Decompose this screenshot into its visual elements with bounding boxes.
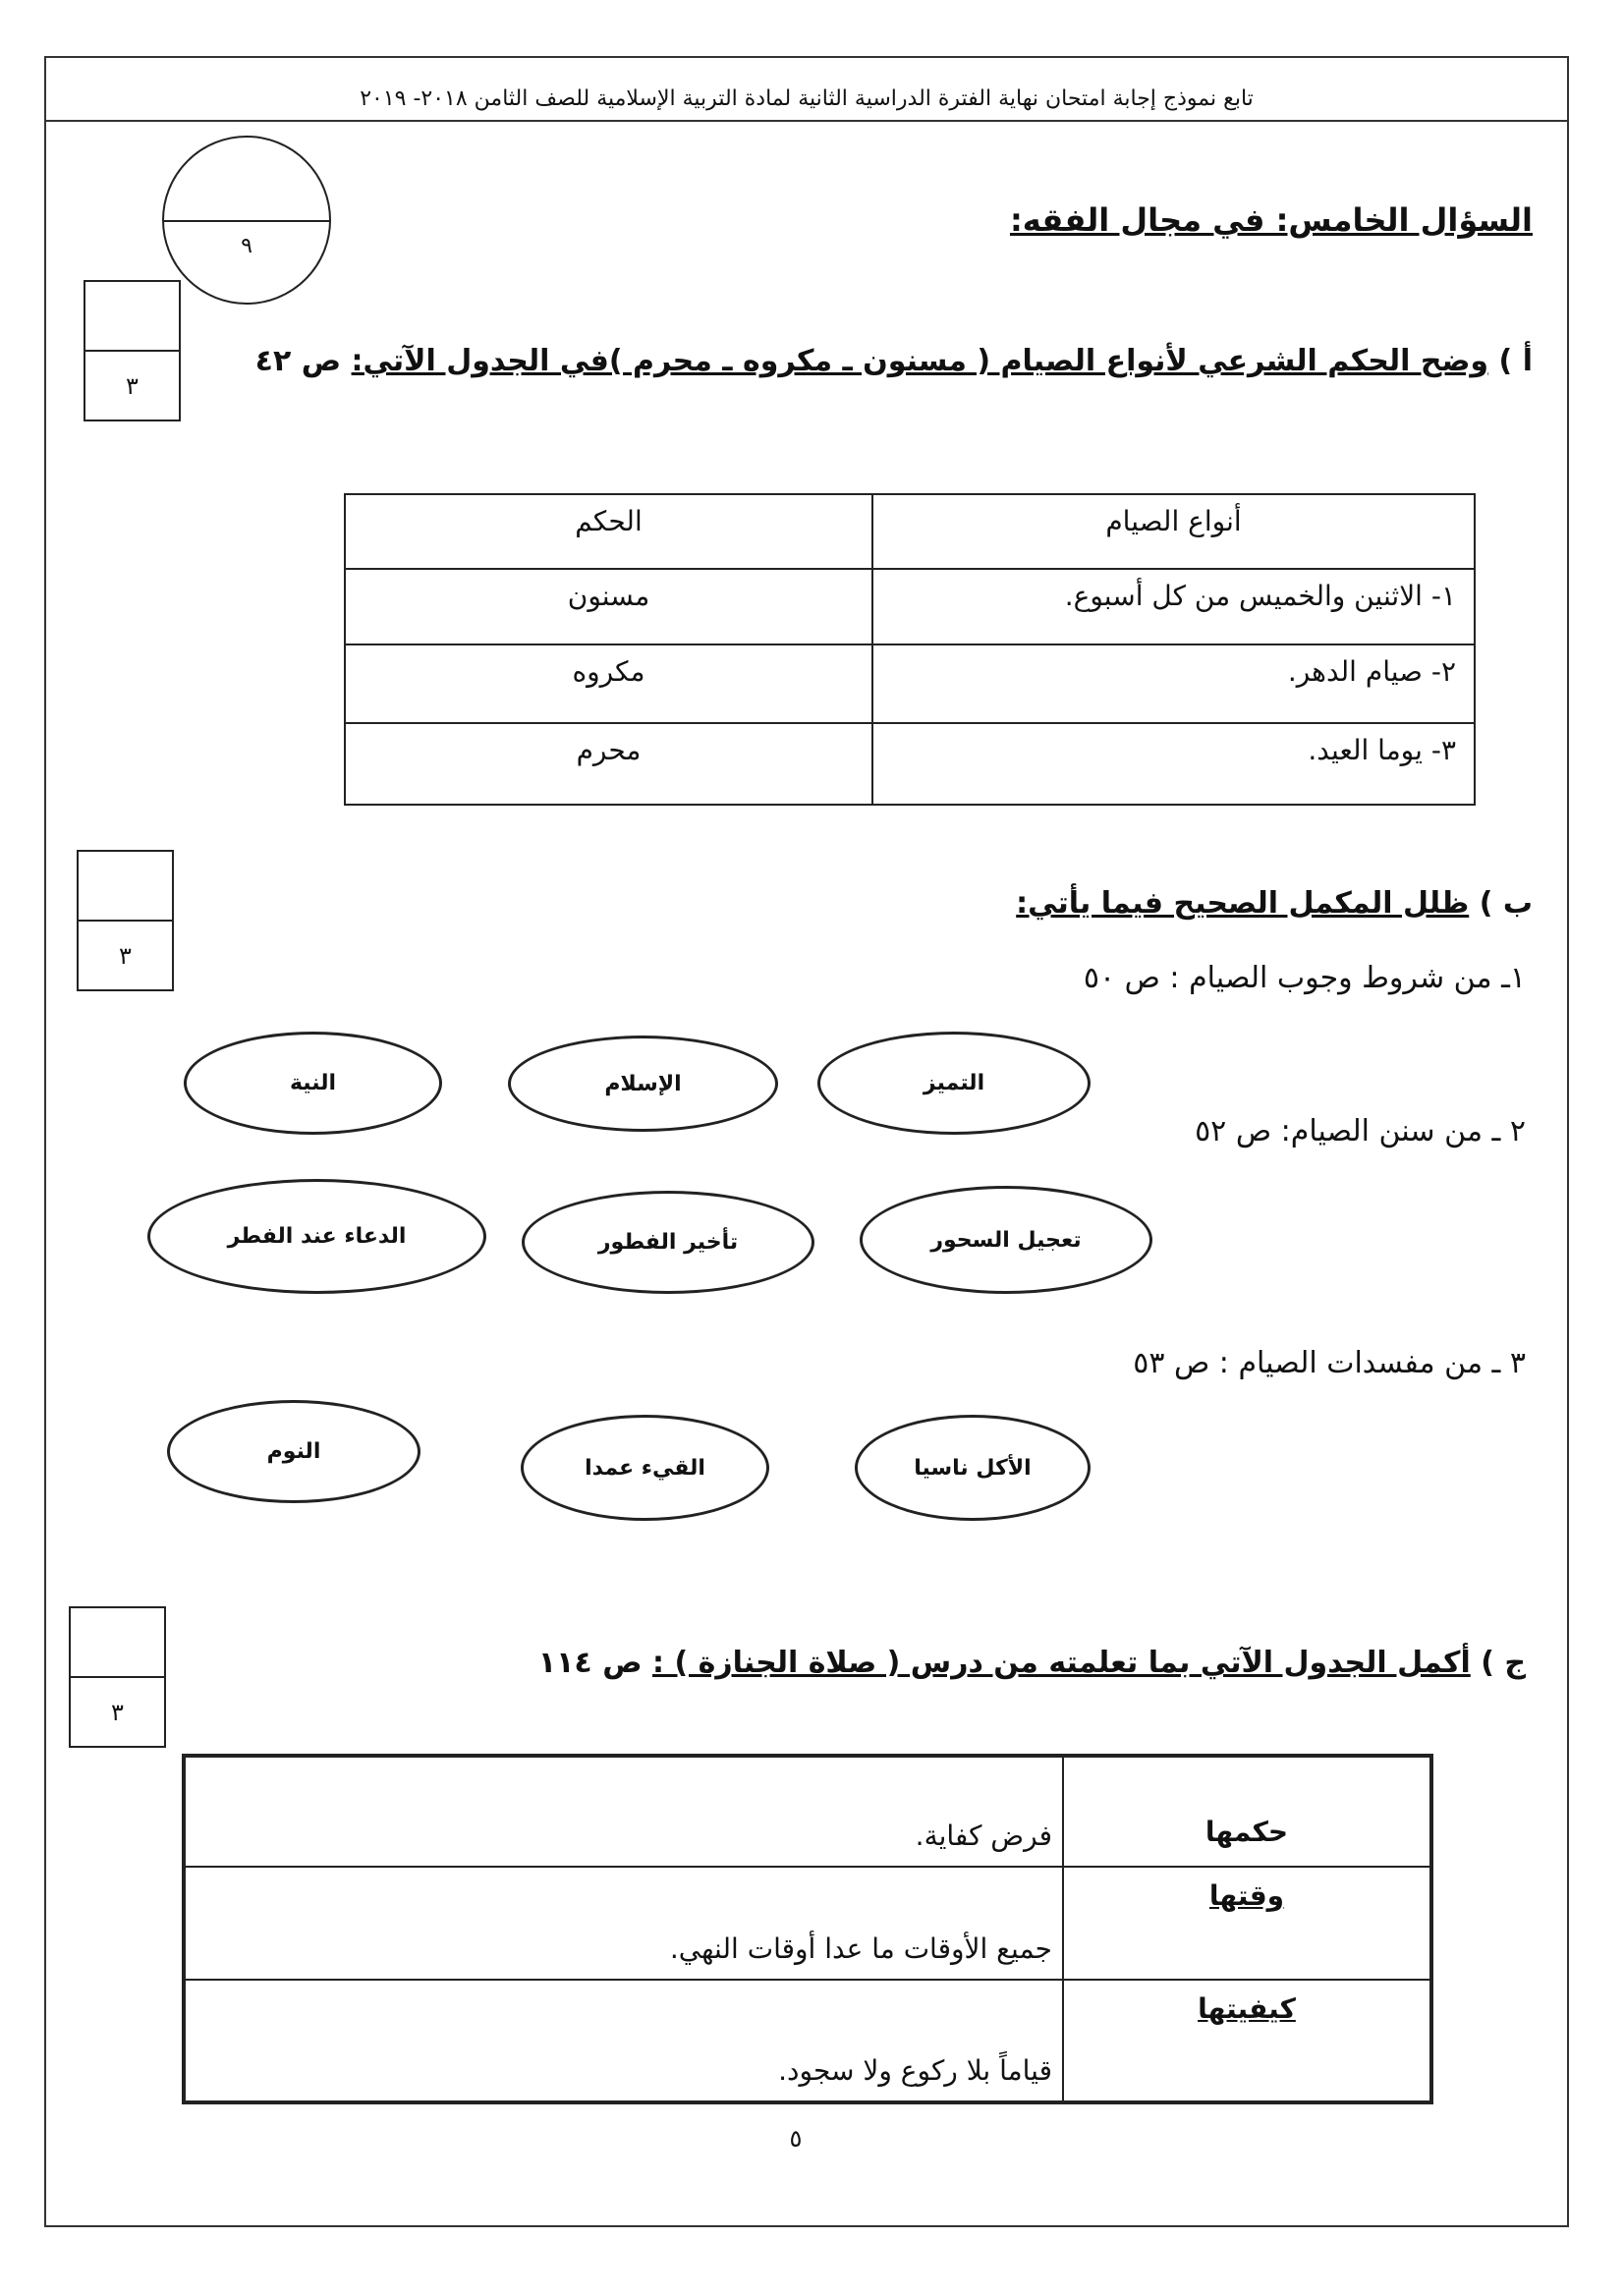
table-row [345, 644, 1475, 723]
row-value: جميع الأوقات ما عدا أوقات النهي. [184, 1867, 1063, 1980]
part-c-score-box [69, 1606, 166, 1748]
header-title: تابع نموذج إجابة امتحان نهاية الفترة الدراسية الثانية لمادة التربية الإسلامية للصف الثامن ٢٠١٨- ٢٠١٩ [360, 86, 1254, 111]
score-box-blank [85, 282, 179, 352]
table-header-cell: الحكم [345, 494, 872, 569]
option-oval: النية [184, 1032, 442, 1135]
part-a-score-box [84, 280, 181, 421]
circle-divider [164, 220, 329, 222]
fasting-rulings-table [344, 493, 1476, 806]
row-label: حكمها [1063, 1756, 1431, 1867]
option-oval: تأخير الفطور [522, 1191, 814, 1294]
part-c-label: ج ) [1481, 1646, 1526, 1680]
part-a-page-ref: ص ٤٢ [254, 344, 342, 378]
total-score: ٩ [241, 234, 252, 258]
table-cell: ٣- يوما العيد. [872, 723, 1475, 805]
part-c-page-ref: ص ١١٤ [537, 1646, 643, 1680]
table-row [345, 723, 1475, 805]
table-header-row [345, 494, 1475, 569]
part-b-score: ٣ [119, 941, 132, 970]
table-row [184, 1980, 1431, 2102]
funeral-prayer-table [182, 1754, 1433, 2104]
row-label: كيفيتها [1063, 1980, 1431, 2102]
table-cell: مسنون [345, 569, 872, 644]
table-cell: ٢- صيام الدهر. [872, 644, 1475, 723]
part-c-prompt: أكمل الجدول الآتي بما تعلمته من درس ( صلاة الجنازة ) : [652, 1646, 1471, 1680]
part-a-label: أ ) [1498, 344, 1533, 378]
table-cell: ١- الاثنين والخميس من كل أسبوع. [872, 569, 1475, 644]
option-oval: القيء عمدا [521, 1415, 769, 1521]
part-b-prompt: ظلل المكمل الصحيح فيما يأتي: [1016, 886, 1470, 921]
part-b-heading [1016, 886, 1533, 921]
option-oval: الإسلام [508, 1036, 778, 1132]
option-oval: التميز [817, 1032, 1091, 1135]
table-row [345, 569, 1475, 644]
part-b-label: ب ) [1479, 886, 1533, 921]
part-b-item-3: ٣ ـ من مفسدات الصيام : ص ٥٣ [1133, 1346, 1526, 1380]
part-c-heading [538, 1646, 1526, 1680]
table-row [184, 1867, 1431, 1980]
row-value: قياماً بلا ركوع ولا سجود. [184, 1980, 1063, 2102]
header-divider [44, 120, 1569, 122]
row-label: وقتها [1063, 1867, 1431, 1980]
part-b-score-box [77, 850, 174, 991]
part-a-score: ٣ [126, 371, 139, 400]
score-box-blank [79, 852, 172, 922]
table-header-cell: أنواع الصيام [872, 494, 1475, 569]
table-row [184, 1756, 1431, 1867]
option-oval: الأكل ناسيا [855, 1415, 1091, 1521]
part-a-prompt: وضح الحكم الشرعي لأنواع الصيام ( مسنون ـ مكروه ـ محرم )في الجدول الآتي: [351, 344, 1489, 378]
part-c-score: ٣ [111, 1698, 124, 1726]
option-oval: النوم [167, 1400, 420, 1503]
table-cell: مكروه [345, 644, 872, 723]
part-b-item-1: ١ـ من شروط وجوب الصيام : ص ٥٠ [1083, 961, 1526, 995]
part-b-item-2: ٢ ـ من سنن الصيام: ص ٥٢ [1195, 1114, 1526, 1148]
question-title: السؤال الخامس: في مجال الفقه: [1009, 201, 1533, 239]
row-value: فرض كفاية. [184, 1756, 1063, 1867]
page-number: ٥ [789, 2125, 803, 2153]
table-cell: محرم [345, 723, 872, 805]
total-score-circle [162, 136, 331, 305]
option-oval: تعجيل السحور [860, 1186, 1152, 1294]
part-a-heading [255, 344, 1533, 378]
option-oval: الدعاء عند الفطر [147, 1179, 486, 1294]
score-box-blank [71, 1608, 164, 1678]
